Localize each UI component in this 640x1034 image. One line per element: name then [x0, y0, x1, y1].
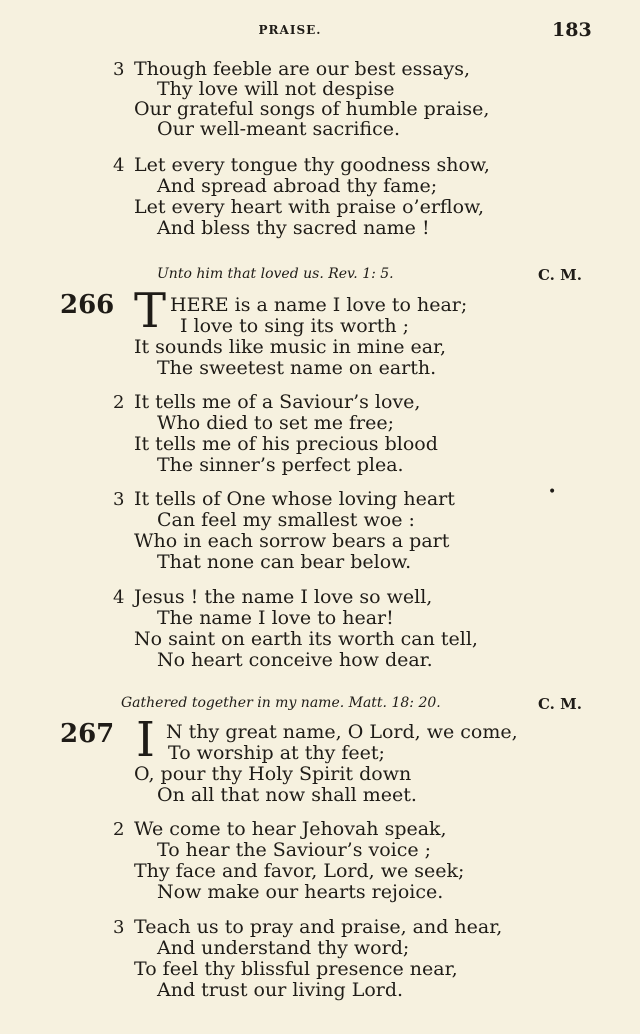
stanza-number: 4: [113, 587, 125, 608]
hymn-number: 267: [60, 719, 115, 749]
verse-line: And trust our living Lord.: [157, 979, 404, 1001]
verse-line: Thy love will not despise: [157, 78, 395, 100]
verse-line: Who died to set me free;: [157, 412, 395, 434]
verse-line: Thy face and favor, Lord, we seek;: [134, 860, 465, 882]
drop-cap: T: [134, 283, 167, 339]
verse-text: is a name I love to hear;: [234, 294, 468, 316]
verse-line: To hear the Saviour’s voice ;: [157, 839, 432, 861]
verse-line: Now make our hearts rejoice.: [157, 881, 444, 903]
verse-line: Our well-meant sacrifice.: [157, 118, 400, 140]
meter-label: C. M.: [538, 695, 582, 713]
verse-line: We come to hear Jehovah speak,: [134, 818, 447, 840]
stanza-number: 3: [113, 59, 125, 80]
verse-line: O, pour thy Holy Spirit down: [134, 763, 412, 785]
verse-line: [170, 295, 467, 316]
verse-line: Teach us to pray and praise, and hear,: [134, 916, 503, 938]
verse-line: It tells me of a Saviour’s love,: [134, 391, 421, 413]
stanza-number: 3: [113, 917, 125, 938]
verse-line: Let every heart with praise o’erflow,: [134, 196, 485, 218]
verse-line: Can feel my smallest woe :: [157, 509, 415, 531]
first-word-rest: N: [166, 721, 183, 743]
verse-line: Though feeble are our best essays,: [134, 58, 470, 80]
stanza-number: 2: [113, 392, 125, 413]
verse-line: On all that now shall meet.: [157, 784, 417, 806]
page-number: 183: [552, 19, 592, 41]
verse-line: Let every tongue thy goodness show,: [134, 154, 490, 176]
verse-line: And understand thy word;: [157, 937, 410, 959]
hymn-number: 266: [60, 290, 115, 320]
verse-line: To feel thy blissful presence near,: [134, 958, 458, 980]
running-head: PRAISE.: [258, 23, 322, 37]
meter-label: C. M.: [538, 266, 582, 284]
stanza-number: 2: [113, 819, 125, 840]
stanza-number: 4: [113, 155, 125, 176]
drop-cap: I: [136, 712, 155, 768]
verse-line: It sounds like music in mine ear,: [134, 336, 447, 358]
scripture-reference: Unto him that loved us. Rev. 1: 5.: [157, 266, 394, 282]
verse-line: [166, 722, 518, 743]
verse-line: The name I love to hear!: [157, 607, 394, 629]
verse-line: It tells of One whose loving heart: [134, 488, 455, 510]
verse-line: It tells me of his precious blood: [134, 433, 438, 455]
scripture-reference: Gathered together in my name. Matt. 18: 20.: [121, 695, 441, 711]
verse-line: And spread abroad thy fame;: [157, 175, 438, 197]
verse-line: No saint on earth its worth can tell,: [134, 628, 478, 650]
verse-line: That none can bear below.: [157, 551, 412, 573]
verse-line: And bless thy sacred name !: [157, 217, 430, 239]
verse-line: I love to sing its worth ;: [180, 315, 410, 337]
verse-line: Jesus ! the name I love so well,: [134, 586, 433, 608]
verse-line: No heart conceive how dear.: [157, 649, 433, 671]
verse-line: To worship at thy feet;: [168, 742, 385, 764]
verse-line: Who in each sorrow bears a part: [134, 530, 450, 552]
verse-line: The sinner’s perfect plea.: [157, 454, 404, 476]
ink-speck: •: [548, 484, 557, 500]
verse-line: The sweetest name on earth.: [157, 357, 437, 379]
verse-line: Our grateful songs of humble praise,: [134, 98, 490, 120]
first-word-rest: HERE: [170, 294, 229, 316]
verse-text: thy great name, O Lord, we come,: [188, 721, 518, 743]
stanza-number: 3: [113, 489, 125, 510]
